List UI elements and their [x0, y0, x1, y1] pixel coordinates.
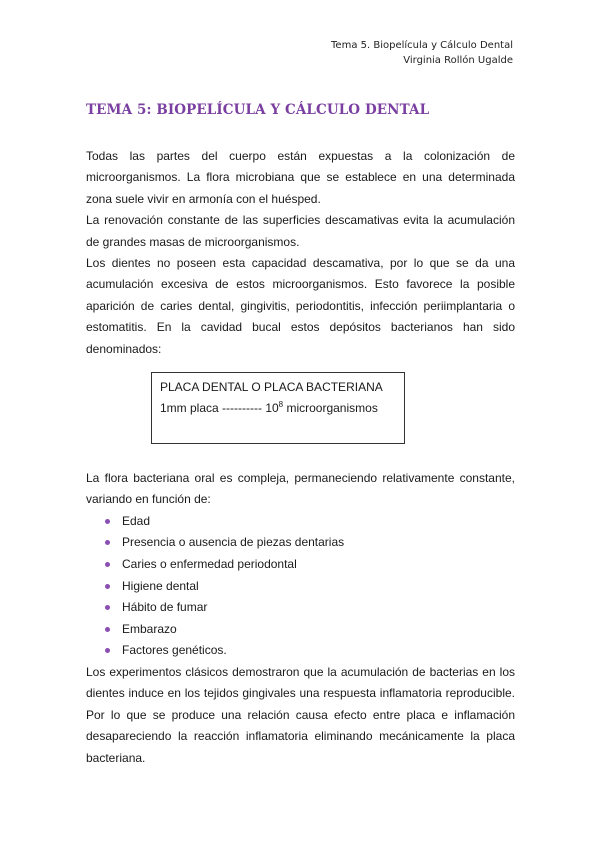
- box-heading: PLACA DENTAL O PLACA BACTERIANA: [160, 380, 383, 395]
- list-item-text: Edad: [122, 513, 151, 528]
- header-topic: Tema 5. Biopelícula y Cálculo Dental: [331, 40, 513, 51]
- list-item: [86, 619, 515, 641]
- list-item-text: Factores genéticos.: [122, 643, 227, 658]
- list-item-text: Hábito de fumar: [122, 600, 208, 615]
- bullet-icon: [105, 540, 110, 545]
- list-item-text: Presencia o ausencia de piezas dentarias: [122, 535, 345, 550]
- definition-box-wrapper: [86, 360, 515, 468]
- list-item: [86, 597, 515, 619]
- document-body: [86, 146, 515, 769]
- list-item: [86, 511, 515, 533]
- list-item-text: Embarazo: [122, 621, 177, 636]
- paragraph-flora: La flora bacteriana oral es compleja, permaneciendo relativamente constante, variando en función de:: [86, 471, 515, 507]
- list-item: [86, 640, 515, 662]
- list-item: [86, 576, 515, 598]
- paragraph-teeth: Los dientes no poseen esta capacidad descamativa, por lo que se da una acumulación excesiva de estos microorganismos. Esto favorece la posible aparición de caries dental, gingivitis, periodontitis, infección periimplantaria o estomatitis. En la cavidad bucal estos depósitos bacterianos han sido denominados:: [86, 256, 515, 356]
- box-ratio-prefix: 1mm placa ---------- 10: [160, 401, 279, 416]
- paragraph-renewal: La renovación constante de las superficies descamativas evita la acumulación de grandes masas de microorganismos.: [86, 213, 515, 249]
- bullet-icon: [105, 562, 110, 567]
- paragraph-colonization: Todas las partes del cuerpo están expuestas a la colonización de microorganismos. La flora microbiana que se establece en una determinada zona suele vivir en armonía con el huésped.: [86, 149, 515, 206]
- bullet-icon: [105, 605, 110, 610]
- box-ratio: [160, 398, 396, 419]
- bullet-icon: [105, 584, 110, 589]
- header-author: Virginia Rollón Ugalde: [403, 55, 513, 66]
- paragraph-experiments: Los experimentos clásicos demostraron que la acumulación de bacterias en los dientes induce en los tejidos gingivales una respuesta inflamatoria reproducible. Por lo que se produce una relación causa efecto entre placa e inflamación desapareciendo la reacción inflamatoria eliminando mecánicamente la placa bacteriana.: [86, 665, 515, 765]
- page-header: [331, 38, 513, 68]
- bullet-icon: [105, 627, 110, 632]
- list-item: [86, 532, 515, 554]
- bullet-icon: [105, 519, 110, 524]
- list-item-text: Higiene dental: [122, 578, 199, 593]
- list-item-text: Caries o enfermedad periodontal: [122, 557, 297, 572]
- list-item: [86, 554, 515, 576]
- bullet-icon: [105, 648, 110, 653]
- box-ratio-suffix: microorganismos: [283, 401, 378, 416]
- document-title: TEMA 5: BIOPELÍCULA Y CÁLCULO DENTAL: [86, 102, 430, 118]
- box-ratio-exponent: 8: [278, 400, 284, 410]
- definition-box: [151, 372, 405, 444]
- factor-list: [86, 511, 515, 662]
